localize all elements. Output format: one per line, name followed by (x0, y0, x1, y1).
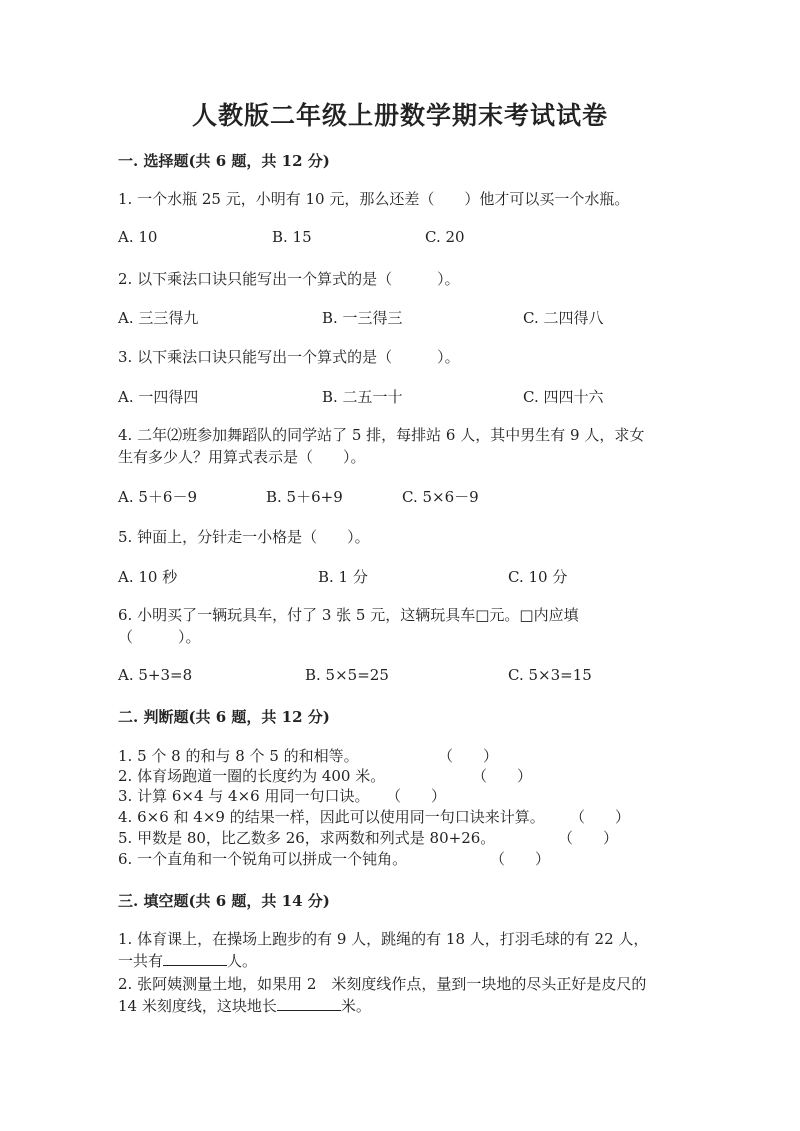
judge-item: 2. 体育场跑道一圈的长度约为 400 米。 (118, 767, 386, 785)
judge-item: 6. 一个直角和一个锐角可以拼成一个钝角。 (118, 850, 408, 868)
option-a: A. 一四得四 (118, 388, 199, 406)
section-heading-fill: 三. 填空题(共 6 题，共 14 分) (118, 892, 330, 910)
answer-blank (163, 951, 227, 966)
judge-item: 1. 5 个 8 的和与 8 个 5 的和相等。 (118, 747, 359, 765)
question-text: 5. 钟面上，分针走一小格是（ ）。 (118, 528, 370, 546)
option-c: C. 5×3=15 (508, 666, 592, 684)
option-b: B. 5＋6+9 (266, 488, 343, 506)
question-text: 1. 一个水瓶 25 元，小明有 10 元，那么还差（ ）他才可以买一个水瓶。 (118, 190, 630, 208)
option-a: A. 5+3=8 (118, 666, 193, 684)
judge-item: 3. 计算 6×4 与 4×6 用同一句口诀。 (118, 787, 370, 805)
fill-text-after: 米。 (340, 997, 371, 1015)
section-heading-judge: 二. 判断题(共 6 题，共 12 分) (118, 708, 330, 726)
judge-item: 4. 6×6 和 4×9 的结果一样，因此可以使用同一句口诀来计算。 (118, 808, 545, 826)
question-text-line1: 6. 小明买了一辆玩具车，付了 3 张 5 元，这辆玩具车□元。□内应填 (118, 606, 579, 624)
answer-paren: （ ） (472, 767, 533, 785)
option-b: B. 二五一十 (322, 388, 403, 406)
option-a: A. 三三得九 (118, 309, 199, 327)
option-c: C. 四四十六 (523, 388, 604, 406)
answer-paren: （ ） (386, 787, 447, 805)
question-text: 3. 以下乘法口诀只能写出一个算式的是（ ）。 (118, 348, 460, 366)
fill-item-line1: 2. 张阿姨测量土地，如果用 2 米刻度线作点，量到一块地的尽头正好是皮尺的 (118, 975, 647, 993)
option-b: B. 15 (272, 228, 312, 246)
option-b: B. 1 分 (318, 568, 368, 586)
question-text-line2: 生有多少人？用算式表示是（ ）。 (118, 448, 366, 466)
fill-item-line2 (118, 950, 257, 972)
option-c: C. 10 分 (508, 568, 568, 586)
fill-text-after: 人。 (227, 952, 258, 970)
option-c: C. 二四得八 (523, 309, 604, 327)
answer-paren: （ ） (490, 850, 551, 868)
fill-item-line1: 1. 体育课上，在操场上跑步的有 9 人，跳绳的有 18 人，打羽毛球的有 22 人， (118, 930, 649, 948)
question-text-line2: （ ）。 (118, 628, 201, 646)
option-a: A. 10 秒 (118, 568, 178, 586)
judge-item: 5. 甲数是 80，比乙数多 26，求两数和列式是 80+26。 (118, 829, 496, 847)
answer-paren: （ ） (570, 808, 631, 826)
option-b: B. 5×5=25 (305, 666, 389, 684)
fill-text-before: 14 米刻度线，这块地长 (118, 997, 277, 1015)
option-b: B. 一三得三 (322, 309, 403, 327)
option-a: A. 5＋6－9 (118, 488, 197, 506)
answer-paren: （ ） (558, 829, 619, 847)
question-text: 2. 以下乘法口诀只能写出一个算式的是（ ）。 (118, 270, 460, 288)
fill-item-line2 (118, 995, 371, 1017)
answer-paren: （ ） (438, 747, 499, 765)
question-text-line1: 4. 二年⑵班参加舞蹈队的同学站了 5 排，每排站 6 人，其中男生有 9 人，求女 (118, 426, 645, 444)
option-c: C. 20 (425, 228, 465, 246)
option-c: C. 5×6－9 (402, 488, 479, 506)
page-title: 人教版二年级上册数学期末考试试卷 (191, 101, 608, 130)
option-a: A. 10 (118, 228, 158, 246)
fill-text-before: 一共有 (118, 952, 164, 970)
section-heading-choice: 一. 选择题(共 6 题，共 12 分) (118, 152, 330, 170)
answer-blank (277, 996, 341, 1011)
